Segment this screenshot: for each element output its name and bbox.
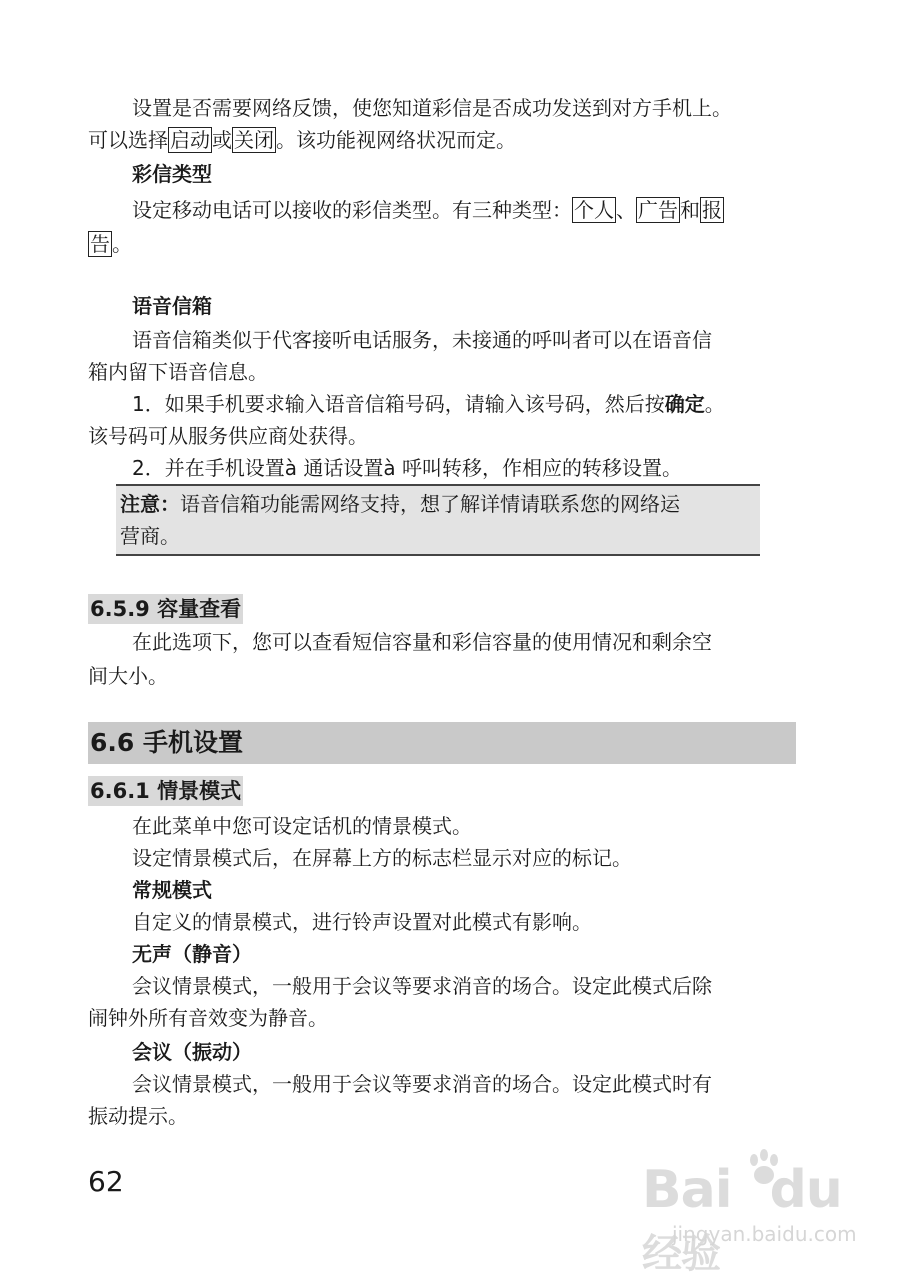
watermark-url: jingyan.baidu.com	[672, 1222, 857, 1246]
type-ad: 广告	[638, 198, 678, 222]
voicemail-p1-line2: 箱内留下语音信息。	[88, 360, 268, 384]
normal-mode-text: 自定义的情景模式，进行铃声设置对此模式有影响。	[132, 910, 592, 934]
page-number: 62	[88, 1165, 124, 1198]
mms-feedback-line2: 可以选择 启动 或 关闭 。该功能视网络状况而定。	[88, 128, 516, 152]
note-box	[116, 484, 760, 556]
profiles-heading: 6.6.1 情景模式	[88, 776, 243, 806]
silent-mode-heading: 无声（静音）	[132, 942, 252, 966]
option-on: 启动	[170, 128, 210, 152]
ok-key-label: 确定	[664, 392, 705, 416]
profiles-line1: 在此菜单中您可设定话机的情景模式。	[132, 814, 472, 838]
voicemail-p2-line1: 1．如果手机要求输入语音信箱号码，请输入该号码，然后按确定。	[132, 392, 725, 416]
voicemail-heading: 语音信箱	[132, 294, 212, 318]
watermark-brand: Bai du经验	[642, 1160, 842, 1277]
mms-feedback-line1: 设置是否需要网络反馈，使您知道彩信是否成功发送到对方手机上。	[132, 96, 732, 120]
meeting-mode-heading: 会议（振动）	[132, 1040, 252, 1064]
normal-mode-heading: 常规模式	[132, 878, 212, 902]
silent-mode-line2: 闹钟外所有音效变为静音。	[88, 1006, 328, 1030]
profiles-line2: 设定情景模式后，在屏幕上方的标志栏显示对应的标记。	[132, 846, 632, 870]
capacity-line2: 间大小。	[88, 664, 168, 688]
note-line1: 注意：语音信箱功能需网络支持，想了解详情请联系您的网络运	[120, 492, 680, 516]
note-label: 注意：	[120, 492, 180, 516]
voicemail-p1-line1: 语音信箱类似于代客接听电话服务，未接通的呼叫者可以在语音信	[132, 328, 712, 352]
type-report-part2: 告	[90, 232, 110, 256]
option-off: 关闭	[234, 128, 274, 152]
meeting-mode-line2: 振动提示。	[88, 1104, 188, 1128]
type-report-part1: 报	[702, 198, 722, 222]
silent-mode-line1: 会议情景模式，一般用于会议等要求消音的场合。设定此模式后除	[132, 974, 712, 998]
phone-settings-heading: 6.6 手机设置	[88, 722, 796, 764]
meeting-mode-line1: 会议情景模式，一般用于会议等要求消音的场合。设定此模式时有	[132, 1072, 712, 1096]
capacity-heading: 6.5.9 容量查看	[88, 594, 243, 624]
type-personal: 个人	[574, 198, 614, 222]
mms-type-line1: 设定移动电话可以接收的彩信类型。有三种类型： 个人 、 广告 和 报	[132, 198, 722, 222]
voicemail-p3: 2．并在手机设置à 通话设置à 呼叫转移，作相应的转移设置。	[132, 456, 682, 480]
baidu-watermark	[642, 1140, 872, 1277]
mms-type-line2: 告 。	[90, 232, 132, 256]
note-line2: 营商。	[120, 524, 180, 548]
voicemail-p2-line2: 该号码可从服务供应商处获得。	[88, 424, 368, 448]
capacity-line1: 在此选项下，您可以查看短信容量和彩信容量的使用情况和剩余空	[132, 630, 712, 654]
mms-type-heading: 彩信类型	[132, 162, 212, 186]
